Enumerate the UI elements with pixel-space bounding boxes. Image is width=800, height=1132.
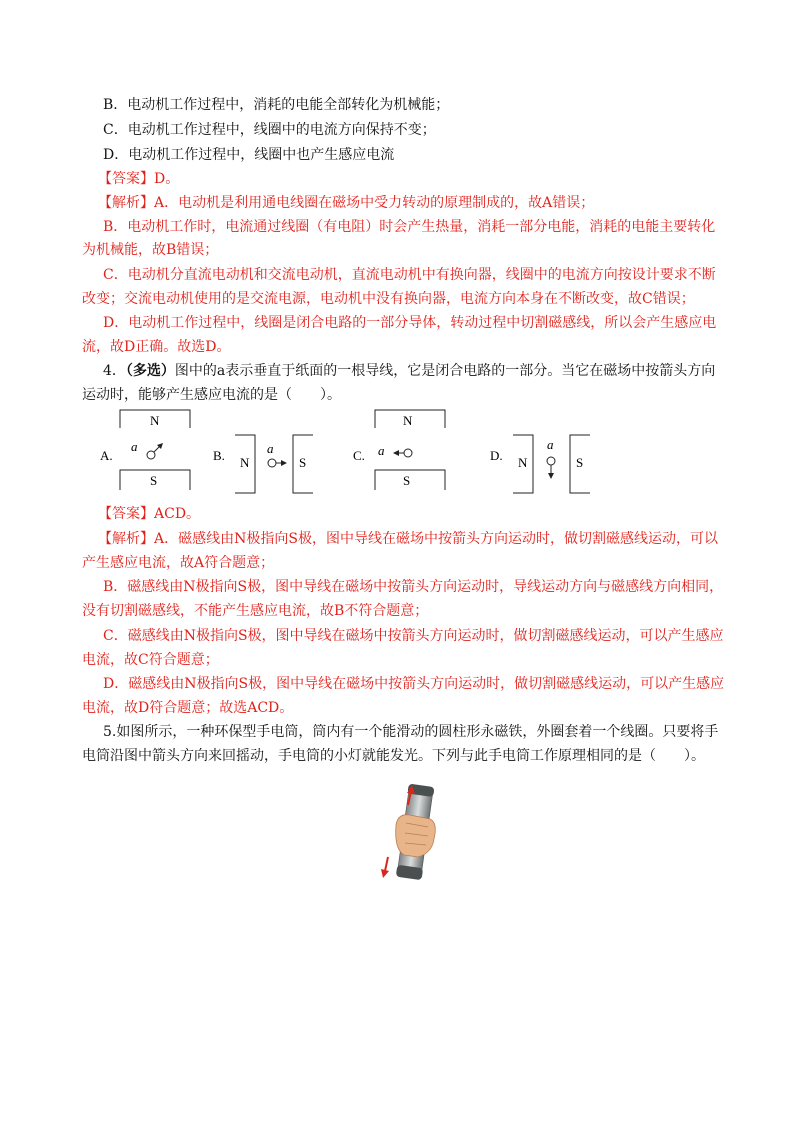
multi-select-tag: （多选） xyxy=(125,363,175,379)
analysis-q4-line: C．磁感线由N极指向S极，图中导线在磁场中按箭头方向运动时，做切割磁感线运动，可以产生感应 xyxy=(103,628,724,644)
question-number: 4． xyxy=(103,363,126,379)
question-4-line2: 运动时，能够产生感应电流的是（ ）。 xyxy=(82,387,341,403)
down-arrow-icon xyxy=(381,857,389,878)
pole-s: S xyxy=(150,473,158,488)
option-c: C．电动机工作过程中，线圈中的电流方向保持不变； xyxy=(103,122,436,138)
pole-n: N xyxy=(403,413,413,428)
wire-label: a xyxy=(131,439,138,454)
magnetic-field-figure xyxy=(95,405,615,495)
pole-s: S xyxy=(299,455,307,470)
option-d-label: D. xyxy=(490,448,503,463)
wire-label: a xyxy=(547,437,554,452)
analysis-q3-line: 为机械能，故B错误； xyxy=(82,242,219,258)
question-4 xyxy=(103,361,715,381)
hand-icon xyxy=(396,815,436,857)
answer-q3: 【答案】D。 xyxy=(98,171,180,187)
diagram-c xyxy=(375,410,445,490)
analysis-q4-line: 没有切割磁感线，不能产生感应电流，故B不符合题意； xyxy=(82,603,429,619)
analysis-q3-line: C．电动机分直流电动机和交流电动机，直流电动机中有换向器，线圈中的电流方向按设计要求不断 xyxy=(103,267,716,283)
question-5-line2: 电筒沿图中箭头方向来回摇动，手电筒的小灯就能发光。下列与此手电筒工作原理相同的是（ ）。 xyxy=(82,748,705,764)
shaking-flashlight-image xyxy=(378,783,448,883)
pole-n: N xyxy=(518,455,528,470)
option-b-label: B. xyxy=(213,448,225,463)
analysis-q4-line: 产生感应电流，故A符合题意； xyxy=(82,555,275,571)
pole-s: S xyxy=(403,473,411,488)
option-d: D．电动机工作过程中，线圈中也产生感应电流 xyxy=(103,147,395,163)
analysis-q3-line: 【解析】A．电动机是利用通电线圈在磁场中受力转动的原理制成的，故A错误； xyxy=(98,195,595,211)
analysis-q4-line: 【解析】A．磁感线由N极指向S极，图中导线在磁场中按箭头方向运动时，做切割磁感线运动，可以 xyxy=(98,531,718,547)
analysis-q4-line: D．磁感线由N极指向S极，图中导线在磁场中按箭头方向运动时，做切割磁感线运动，可以产生感应 xyxy=(103,676,725,692)
diagram-a xyxy=(120,410,190,490)
diagram-b xyxy=(235,435,313,493)
wire-label: a xyxy=(267,441,274,456)
analysis-q3-line: 改变；交流电动机使用的是交流电源，电动机中没有换向器，电流方向本身在不断改变，故C错误； xyxy=(82,291,695,307)
option-a-label: A. xyxy=(100,448,113,463)
pole-n: N xyxy=(150,413,160,428)
analysis-q4-line: 电流，故D符合题意；故选ACD。 xyxy=(82,700,294,716)
pole-n: N xyxy=(240,455,250,470)
diagram-d xyxy=(513,435,590,493)
option-c-label: C. xyxy=(353,448,365,463)
answer-q4: 【答案】ACD。 xyxy=(98,506,201,522)
question-5: 5.如图所示，一种环保型手电筒，筒内有一个能滑动的圆柱形永磁铁，外圈套着一个线圈。只要将手 xyxy=(103,724,719,740)
analysis-q3-line: B．电动机工作时，电流通过线圈（有电阻）时会产生热量，消耗一部分电能，消耗的电能主要转化 xyxy=(103,219,716,235)
analysis-q3-line: 流，故D正确。故选D。 xyxy=(82,339,231,355)
pole-s: S xyxy=(576,455,584,470)
analysis-q3-line: D．电动机工作过程中，线圈是闭合电路的一部分导体，转动过程中切割磁感线，所以会产生感应电 xyxy=(103,315,717,331)
analysis-q4-line: 电流，故C符合题意； xyxy=(82,652,219,668)
wire-label: a xyxy=(378,443,385,458)
analysis-q4-line: B．磁感线由N极指向S极，图中导线在磁场中按箭头方向运动时，导线运动方向与磁感线方向相同， xyxy=(103,579,724,595)
question-text: 图中的a表示垂直于纸面的一根导线，它是闭合电路的一部分。当它在磁场中按箭头方向 xyxy=(174,363,716,379)
option-b: B．电动机工作过程中，消耗的电能全部转化为机械能； xyxy=(103,97,450,113)
